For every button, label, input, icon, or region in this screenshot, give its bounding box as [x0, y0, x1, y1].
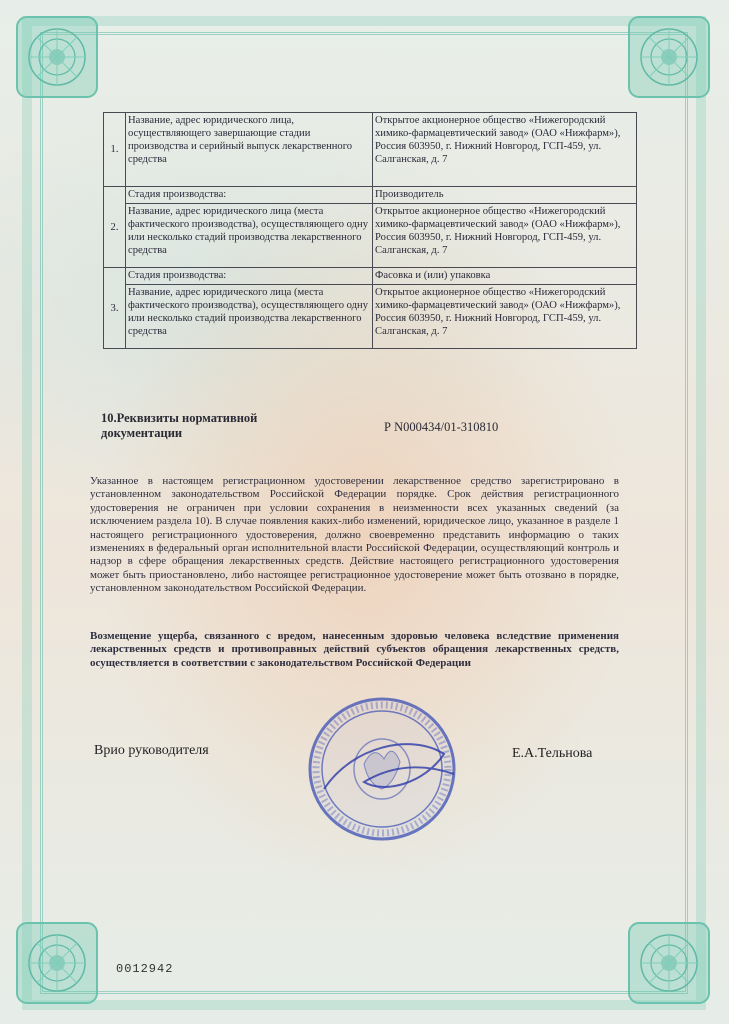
corner-rosette-bottom-right — [626, 920, 712, 1006]
entity-label: Название, адрес юридического лица, осуществляющего завершающие стадии производства и серийный выпуск лекарственного средства — [126, 113, 373, 187]
official-seal-stamp — [304, 694, 460, 844]
corner-rosette-top-left — [14, 14, 100, 100]
row-number: 1. — [104, 113, 126, 187]
production-stages-table — [103, 112, 637, 349]
requisites-value: Р N000434/01-310810 — [384, 420, 499, 434]
damages-paragraph: Возмещение ущерба, связанного с вредом, нанесенным здоровью человека вследствие применения лекарственных средств и противоправных действий субъектов обращения лекарственных средств, осуществляется в соответствии с законодательством Российской Федерации — [90, 630, 619, 669]
corner-rosette-bottom-left — [14, 920, 100, 1006]
entity-value: Открытое акционерное общество «Нижегородский химико-фармацевтический завод» (ОАО «Нижфарм»), Россия 603950, г. Нижний Новгород, ГСП-459, ул. Салганская, д. 7 — [373, 285, 637, 349]
table-row — [104, 187, 637, 204]
table-row — [104, 113, 637, 187]
stage-label: Стадия производства: — [126, 268, 373, 285]
table-row — [104, 268, 637, 285]
validity-paragraph: Указанное в настоящем регистрационном удостоверении лекарственное средство зарегистрировано в установленном законодательством Российской Федерации порядке. Срок действия регистрационного удостоверения не ограничен при условии сохранения в неизменности всех указанных сведений (за исключением раздела 10). В случае появления каких-либо изменений, юридическое лицо, указанное в разделе 1 настоящего регистрационного удостоверения, должно своевременно представить информацию о таких изменениях в федеральный орган исполнительной власти Российской Федерации, осуществляющий контроль и надзор в сфере обращения лекарственных средств. Действие настоящего регистрационного удостоверения может быть приостановлено, либо настоящее регистрационное удостоверение может быть отозвано в порядке, установленном законодательством Российской Федерации. — [90, 475, 619, 595]
table-row — [104, 285, 637, 349]
table-row — [104, 204, 637, 268]
serial-number: 0012942 — [116, 962, 174, 976]
corner-rosette-top-right — [626, 14, 712, 100]
stage-value: Фасовка и (или) упаковка — [373, 268, 637, 285]
stage-value: Производитель — [373, 187, 637, 204]
entity-value: Открытое акционерное общество «Нижегородский химико-фармацевтический завод» (ОАО «Нижфарм»), Россия 603950, г. Нижний Новгород, ГСП-459, ул. Салганская, д. 7 — [373, 204, 637, 268]
row-number: 3. — [104, 268, 126, 349]
row-number: 2. — [104, 187, 126, 268]
requisites-heading: 10.Реквизиты нормативной документации — [101, 411, 258, 440]
entity-label: Название, адрес юридического лица (места фактического производства), осуществляющего одну или несколько стадий производства лекарственного средства — [126, 204, 373, 268]
signatory-title: Врио руководителя — [94, 743, 209, 758]
entity-value: Открытое акционерное общество «Нижегородский химико-фармацевтический завод» (ОАО «Нижфарм»), Россия 603950, г. Нижний Новгород, ГСП-459, ул. Салганская, д. 7 — [373, 113, 637, 187]
entity-label: Название, адрес юридического лица (места фактического производства), осуществляющего одну или несколько стадий производства лекарственного средства — [126, 285, 373, 349]
signatory-name: Е.А.Тельнова — [512, 746, 593, 761]
stage-label: Стадия производства: — [126, 187, 373, 204]
